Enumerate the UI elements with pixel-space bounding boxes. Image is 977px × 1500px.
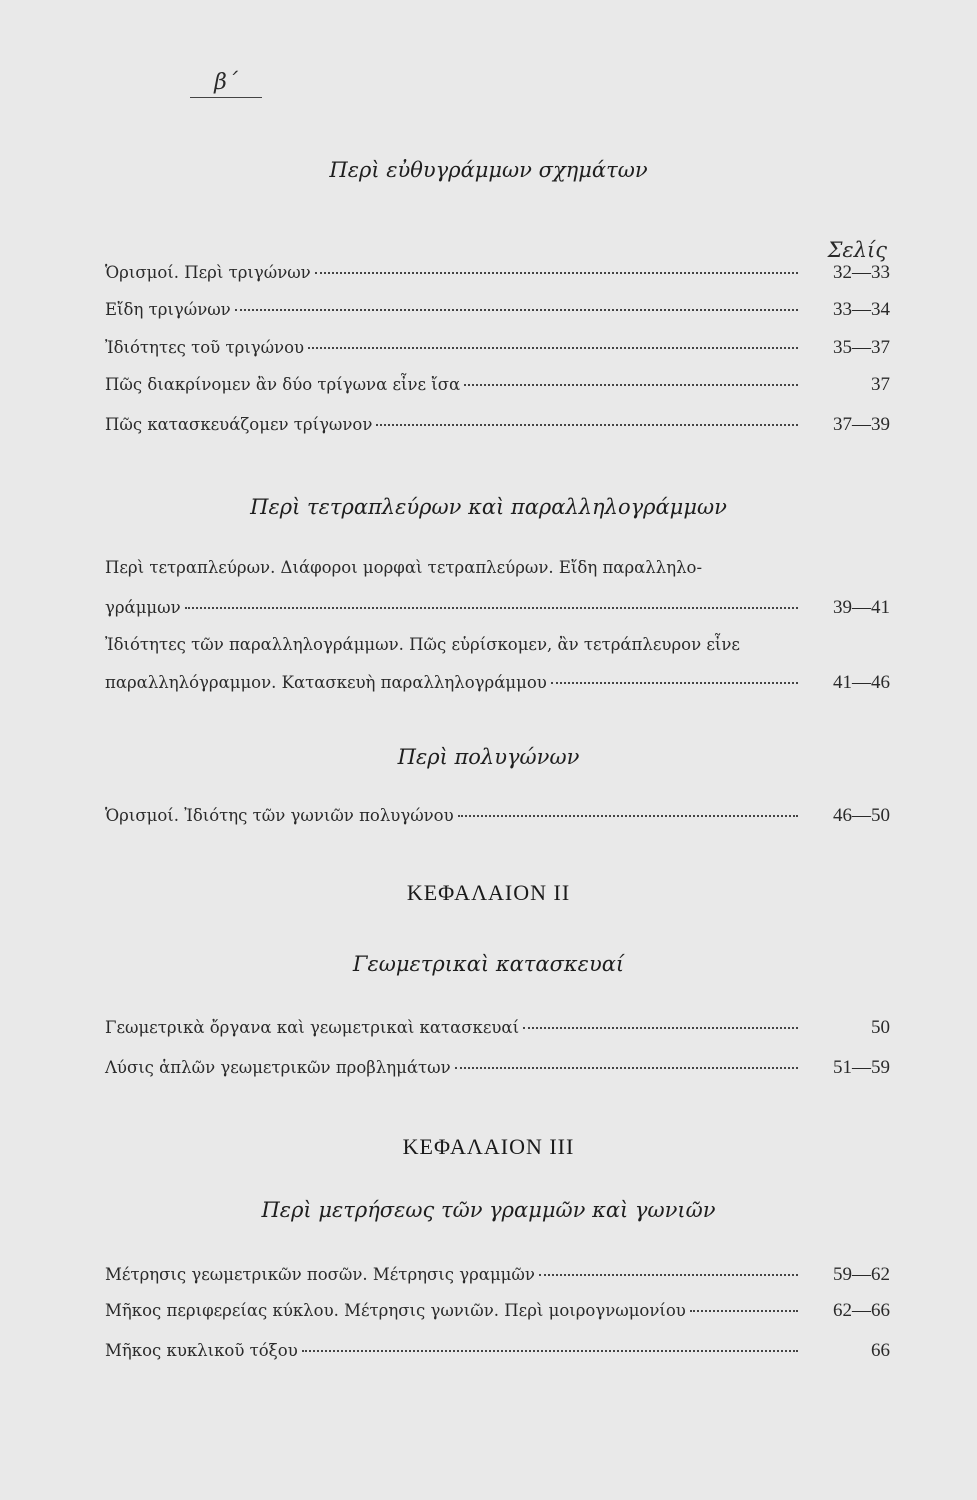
pages-column-header: Σελίς: [827, 238, 887, 262]
toc-entry: [105, 672, 890, 694]
toc-entry: [105, 299, 890, 321]
toc-entry-text: Γεωμετρικὰ ὄργανα καὶ γεωμετρικαὶ κατασκευαί: [105, 1018, 520, 1037]
leader-dots: [551, 682, 798, 684]
toc-entry-line: Ἰδιότητες τῶν παραλληλογράμμων. Πῶς εὑρίσκομεν, ἂν τετράπλευρον εἶνε: [105, 635, 740, 654]
toc-entry-pages: 50: [871, 1017, 890, 1038]
page-number: β΄: [190, 70, 262, 98]
toc-entry: [105, 262, 890, 284]
chapter-3-label: ΚΕΦΑΛΑΙΟΝ ΙΙΙ: [402, 1134, 575, 1159]
toc-entry-text: Εἴδη τριγώνων: [105, 300, 231, 319]
toc-entry: [105, 1017, 890, 1039]
leader-dots: [235, 309, 798, 311]
toc-entry-text: Πῶς διακρίνομεν ἂν δύο τρίγωνα εἶνε ἴσα: [105, 375, 461, 394]
toc-entry-text: Ἰδιότητες τοῦ τριγώνου: [105, 338, 305, 357]
toc-entry: [105, 597, 890, 619]
toc-entry-text: Ὁρισμοί. Ἰδιότης τῶν γωνιῶν πολυγώνου: [105, 806, 454, 825]
toc-entry-text: Πῶς κατασκευάζομεν τρίγωνον: [105, 415, 373, 434]
toc-entry-pages: 66: [871, 1340, 890, 1361]
leader-dots: [455, 1067, 798, 1069]
toc-entry-pages: 37: [871, 374, 890, 395]
leader-dots: [539, 1274, 798, 1276]
leader-dots: [523, 1027, 798, 1029]
toc-entry-pages: 59—62: [833, 1264, 890, 1285]
toc-entry-text: παραλληλόγραμμον. Κατασκευὴ παραλληλογράμμου: [105, 673, 547, 692]
leader-dots: [315, 272, 798, 274]
toc-entry-pages: 41—46: [833, 672, 890, 693]
chapter-2-label: ΚΕΦΑΛΑΙΟΝ ΙΙ: [406, 880, 571, 905]
toc-entry-pages: 39—41: [833, 597, 890, 618]
toc-entry: [105, 337, 890, 359]
toc-entry-text: Μέτρησις γεωμετρικῶν ποσῶν. Μέτρησις γραμμῶν: [105, 1265, 535, 1284]
toc-entry-text: Μῆκος περιφερείας κύκλου. Μέτρησις γωνιῶν. Περὶ μοιρογνωμονίου: [105, 1301, 686, 1320]
leader-dots: [458, 815, 798, 817]
toc-entry: [105, 374, 890, 396]
toc-entry: [105, 805, 890, 827]
chapter-2-title: Γεωμετρικαὶ κατασκευαί: [352, 952, 625, 976]
leader-dots: [690, 1310, 798, 1312]
toc-entry-pages: 46—50: [833, 805, 890, 826]
toc-entry-pages: 62—66: [833, 1300, 890, 1321]
section-title-polygons: Περὶ πολυγώνων: [397, 745, 580, 769]
leader-dots: [464, 384, 798, 386]
toc-entry-text: Λύσις ἁπλῶν γεωμετρικῶν προβλημάτων: [105, 1058, 451, 1077]
toc-entry-line: Περὶ τετραπλεύρων. Διάφοροι μορφαὶ τετραπλεύρων. Εἴδη παραλληλο-: [105, 558, 703, 577]
toc-entry-pages: 51—59: [833, 1057, 890, 1078]
leader-dots: [185, 607, 798, 609]
toc-entry-pages: 33—34: [833, 299, 890, 320]
toc-entry-text: Ὁρισμοί. Περὶ τριγώνων: [105, 263, 311, 282]
toc-entry-pages: 32—33: [833, 262, 890, 283]
toc-entry-pages: 37—39: [833, 414, 890, 435]
toc-entry: [105, 414, 890, 436]
toc-entry: [105, 1057, 890, 1079]
leader-dots: [376, 424, 798, 426]
toc-entry: [105, 1264, 890, 1286]
toc-entry: [105, 1300, 890, 1322]
leader-dots: [308, 347, 798, 349]
leader-dots: [302, 1350, 798, 1352]
toc-entry-text: γράμμων: [105, 598, 181, 617]
section-title-quadrilaterals: Περὶ τετραπλεύρων καὶ παραλληλογράμμων: [250, 495, 727, 519]
chapter-3-title: Περὶ μετρήσεως τῶν γραμμῶν καὶ γωνιῶν: [261, 1198, 716, 1222]
toc-entry-pages: 35—37: [833, 337, 890, 358]
section-title-rectilinear-figures: Περὶ εὐθυγράμμων σχημάτων: [329, 158, 648, 182]
toc-entry-text: Μῆκος κυκλικοῦ τόξου: [105, 1341, 298, 1360]
toc-entry: [105, 1340, 890, 1362]
